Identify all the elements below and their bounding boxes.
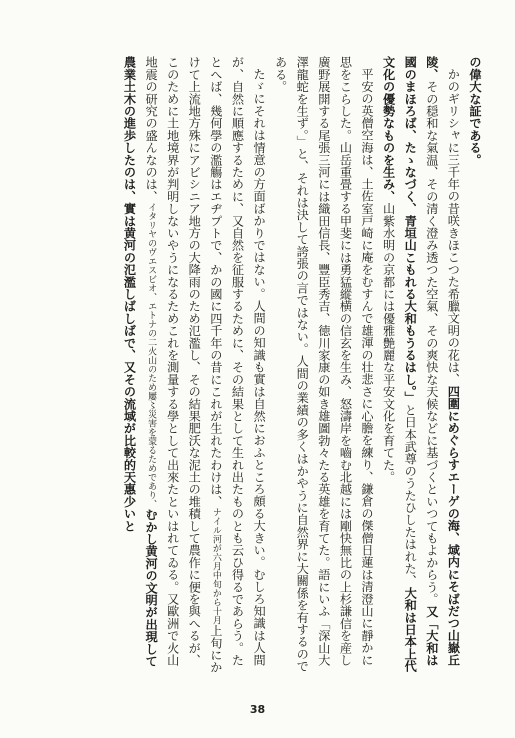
text-run: 四圍にめぐらすエーゲの海、域内にそばだつ山嶽丘陵、 <box>424 56 461 666</box>
page-number: 38 <box>249 703 266 716</box>
paragraph <box>118 56 269 678</box>
body-text <box>30 56 485 678</box>
text-run: その穏和な氣温、その清く澄み透つた空氣、その爽快な天候などに基づくといつてもよからう。 <box>424 80 439 606</box>
text-run: たゞにそれは情意の方面ばかりではない。人間の知識も實は自然におふところ頗る大きい。むしろ知識は人間が、自然に順應するために、又自然を征服するために、その結果として生れ出たものとも云ひ得るであらう。たとへば、幾何學の濫觴はエヂプトで、かの國に四千年の昔にこれが生れたわけは、 <box>208 56 267 666</box>
paragraph <box>269 56 377 678</box>
text-run: 大和は日本上代文化の優勢なものを生み、 <box>381 56 418 673</box>
text-run: の偉大な証である。 <box>468 56 482 166</box>
text-run: ナイル河が六月中旬から十月 <box>210 507 221 625</box>
text-run: かのギリシャに三千年の昔咲きほこつた希臘文明の花は、 <box>446 68 461 386</box>
text-run: 平安の英僧空海は、土佐室戸崎に庵をむすんで雄渾の壮悲さに心膽を練り、鎌倉の傑僧日蓮は清澄山に靜かに思をこらした。山岳重畳する甲斐には勇猛縱横の信玄を生み、怒濤岸を嚙む北越には剛快無比の上杉謙信を産し廣野展開する尾張三河には織田信長、豐臣秀吉、徳川家康の如き雄圖勃々たる英雄を育てた。語にいふ「深山大澤龍蛇を生ず。」と、それは決して誇張の言ではない。人間の業績の多くはかやうに自然界に大關係を有するのである。 <box>273 56 375 673</box>
text-run: と日本武尊のうたひしたはれた、 <box>403 403 418 587</box>
text-run: イタリヤのヴエスビオ、エトナの二火山のため屢〻災害を蒙るためであり、 <box>146 202 157 509</box>
text-run: むかし黄河の文明が出現して農業土木の進歩したのは、實は黄河の氾濫しばしばで、又その流域が比較的天惠少いと <box>122 56 159 668</box>
text-run: 上旬にかけて上流地方殊にアビシニア地方の大降雨のため氾濫し、その結果肥沃な泥土の堆積して農作に便を與へるが、このために土地境界が判明しないやうになるためこれを測量する學として出來たといはれてゐる。又歐洲で火山地震の研究の盛んなのは、 <box>144 56 223 674</box>
paragraph <box>463 56 485 678</box>
text-run: 山紫水明の京都には優雅艶麗な平安文化を育てた。 <box>381 202 396 484</box>
text-run: 又「大和は國のまほろば、たゝなづく、青垣山こもれる大和もうるはし。」 <box>403 56 439 667</box>
paragraph <box>377 56 463 678</box>
